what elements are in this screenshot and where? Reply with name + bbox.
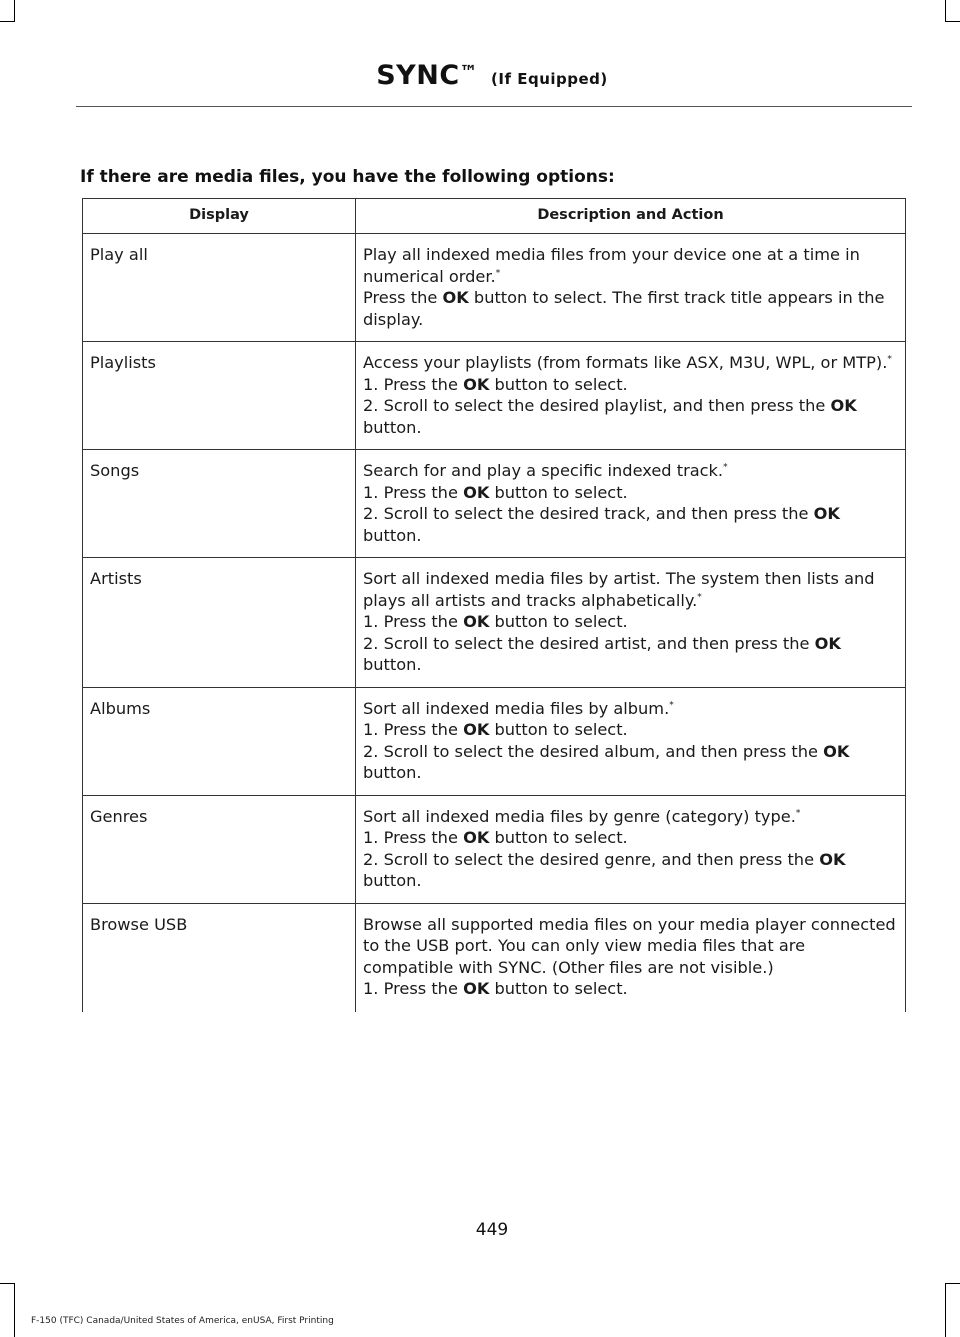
step-line [363, 978, 899, 1000]
description-cell [356, 795, 906, 903]
step-line [363, 395, 899, 438]
footnote-marker: * [795, 808, 801, 819]
step-text: button to select. The first track title appears in the display. [363, 288, 885, 329]
step-text: 2. Scroll to select the desired track, and then press the [363, 504, 814, 523]
table-body [83, 234, 906, 1012]
crop-mark [945, 1283, 960, 1284]
table-row [83, 687, 906, 795]
description-cell [356, 558, 906, 688]
ok-button-label: OK [463, 720, 490, 739]
crop-mark [14, 1283, 15, 1337]
display-cell: Playlists [83, 342, 356, 450]
display-cell: Songs [83, 450, 356, 558]
description-main: Access your playlists (from formats like ASX, M3U, WPL, or MTP). [363, 353, 888, 372]
page-number: 449 [475, 1220, 509, 1240]
ok-button-label: OK [813, 504, 840, 523]
table-row [83, 795, 906, 903]
step-text: 1. Press the [363, 374, 464, 394]
step-text: button to select. [489, 720, 628, 739]
table-row [83, 234, 906, 342]
crop-mark [945, 0, 946, 22]
description-text [363, 914, 899, 979]
step-line [363, 849, 899, 892]
description-cell [356, 687, 906, 795]
step-line [363, 482, 899, 504]
ok-button-label: OK [463, 828, 490, 847]
display-cell: Genres [83, 795, 356, 903]
description-main: Play all indexed media files from your device one at a time in numerical order. [363, 245, 860, 286]
table-row [83, 450, 906, 558]
step-text: 2. Scroll to select the desired playlist, and then press the [363, 396, 831, 415]
ok-button-label: OK [819, 849, 846, 869]
step-line [363, 374, 899, 396]
step-text: button to select. [489, 979, 628, 998]
footnote-marker: * [723, 462, 728, 473]
ok-button-label: OK [463, 482, 490, 502]
description-text [363, 568, 899, 611]
table-row [83, 558, 906, 688]
step-text: button. [363, 763, 422, 782]
step-text: 1. Press the [363, 720, 464, 739]
step-text: button to select. [489, 612, 628, 631]
trademark-symbol: ™ [459, 62, 479, 83]
description-main: Sort all indexed media files by artist. The system then lists and plays all artists and tracks alphabetically. [363, 569, 875, 610]
footnote-marker: * [495, 268, 501, 279]
step-text: button. [363, 871, 422, 890]
description-main: Sort all indexed media files by genre (category) type. [363, 806, 796, 826]
header-divider [76, 106, 912, 107]
header-title: SYNC [376, 60, 460, 91]
footnote-marker: * [697, 592, 702, 603]
page-header [0, 60, 960, 91]
crop-mark [945, 21, 960, 22]
step-text: button. [363, 655, 422, 674]
table-row [83, 903, 906, 1012]
table-header-row [83, 199, 906, 234]
display-cell: Play all [83, 234, 356, 342]
description-cell [356, 342, 906, 450]
step-line [363, 503, 899, 546]
description-text [363, 806, 899, 828]
display-cell: Artists [83, 558, 356, 688]
step-text: 1. Press the [363, 482, 464, 502]
step-text: button. [363, 525, 422, 545]
display-cell: Browse USB [83, 903, 356, 1012]
step-line [363, 719, 899, 741]
description-text [363, 352, 899, 374]
footnote-marker: * [887, 354, 892, 365]
ok-button-label: OK [463, 612, 490, 631]
description-main: Browse all supported media files on your media player connected to the USB port. You can only view media files that are compatible with SYNC. (Other files are not visible.) [363, 914, 896, 977]
step-text: 2. Scroll to select the desired album, and then press the [363, 741, 824, 761]
description-text [363, 244, 899, 287]
table-row [83, 342, 906, 450]
description-cell [356, 234, 906, 342]
step-text: 1. Press the [363, 979, 464, 998]
step-text: button. [363, 417, 422, 437]
description-cell [356, 450, 906, 558]
step-text: 1. Press the [363, 612, 464, 631]
ok-button-label: OK [442, 288, 469, 307]
description-main: Sort all indexed media files by album. [363, 698, 670, 718]
description-text [363, 460, 899, 482]
footnote-marker: * [669, 700, 674, 711]
description-main: Search for and play a specific indexed track. [363, 461, 724, 480]
step-text: button to select. [489, 828, 628, 847]
step-line [363, 611, 899, 633]
crop-mark [0, 21, 15, 22]
step-text: button to select. [489, 374, 628, 394]
ok-button-label: OK [823, 741, 850, 761]
header-subtitle: (If Equipped) [491, 70, 608, 88]
column-header-description: Description and Action [356, 199, 906, 234]
ok-button-label: OK [830, 396, 857, 415]
step-text: 1. Press the [363, 828, 464, 847]
step-line [363, 827, 899, 849]
crop-mark [14, 0, 15, 22]
crop-mark [945, 1283, 946, 1337]
column-header-display: Display [83, 199, 356, 234]
step-line [363, 741, 899, 784]
step-line [363, 633, 899, 676]
ok-button-label: OK [463, 979, 490, 998]
media-options-table [82, 198, 906, 1012]
step-text: button to select. [489, 482, 628, 502]
step-text: Press the [363, 288, 443, 307]
step-text: 2. Scroll to select the desired genre, and then press the [363, 849, 820, 869]
crop-mark [0, 1283, 15, 1284]
description-cell [356, 903, 906, 1012]
display-cell: Albums [83, 687, 356, 795]
footer-text: F-150 (TFC) Canada/United States of America, enUSA, First Printing [31, 1316, 334, 1326]
ok-button-label: OK [463, 374, 490, 394]
step-line [363, 287, 899, 330]
intro-heading: If there are media files, you have the following options: [80, 167, 615, 187]
step-text: 2. Scroll to select the desired artist, and then press the [363, 633, 815, 653]
ok-button-label: OK [814, 633, 841, 653]
description-text [363, 698, 899, 720]
